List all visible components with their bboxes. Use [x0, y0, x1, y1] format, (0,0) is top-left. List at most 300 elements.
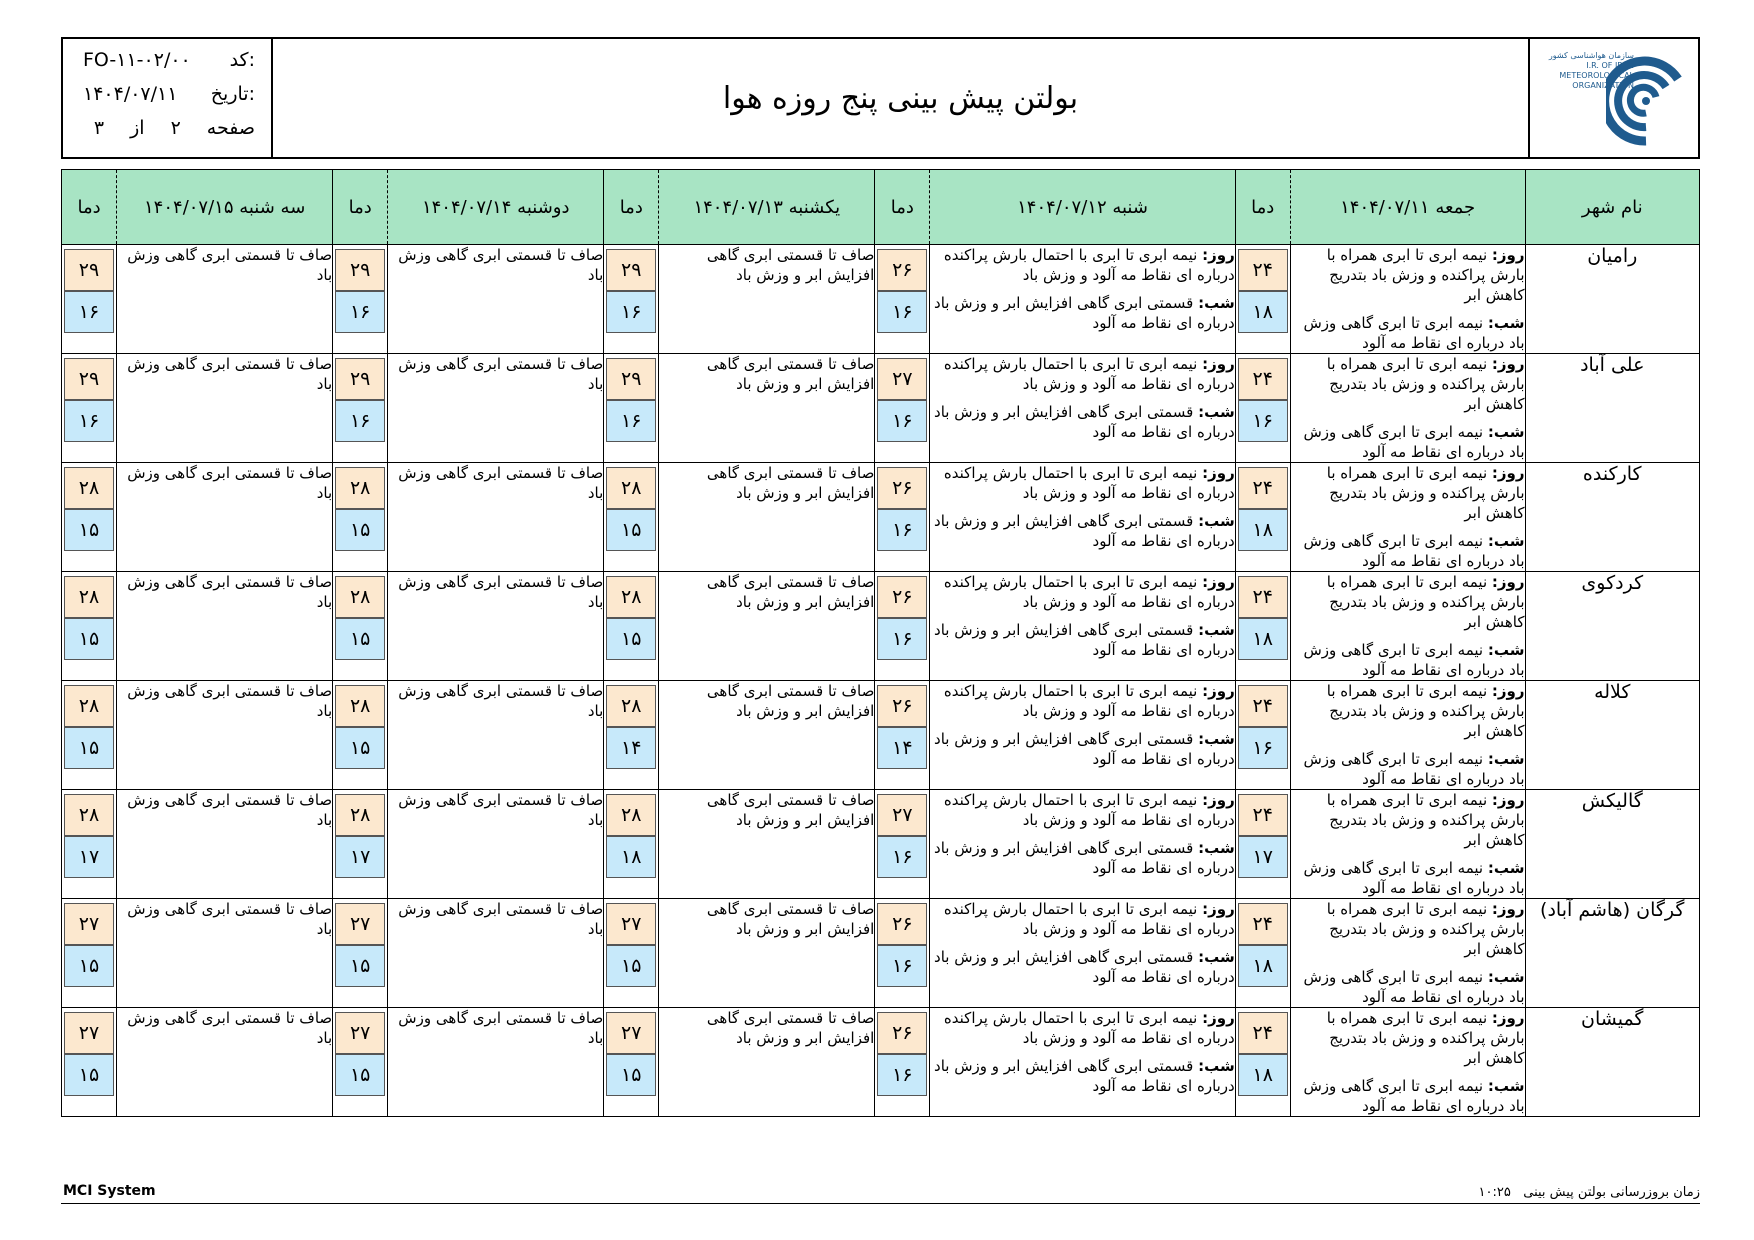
forecast-text: صاف تا قسمتی ابری گاهی وزش باد — [388, 245, 604, 354]
temp-max: ۲۷ — [606, 1012, 656, 1054]
night-label: شب: — [1198, 948, 1235, 966]
temp-cell — [1235, 245, 1290, 354]
forecast-detail — [1290, 354, 1525, 463]
temp-max: ۲۴ — [1238, 903, 1288, 945]
night-text: نیمه ابری تا ابری گاهی وزش باد درباره ای نقاط مه آلود — [1303, 314, 1525, 352]
col-day4-temp: دما — [333, 170, 388, 245]
forecast-detail — [930, 245, 1235, 354]
night-forecast — [930, 511, 1234, 551]
night-text: قسمتی ابری گاهی افزایش ابر و وزش باد درباره ای نقاط مه آلود — [934, 512, 1235, 550]
night-text: قسمتی ابری گاهی افزایش ابر و وزش باد درباره ای نقاط مه آلود — [934, 839, 1235, 877]
night-forecast — [930, 729, 1234, 769]
temp-min: ۱۶ — [877, 509, 927, 551]
forecast-text: صاف تا قسمتی ابری گاهی وزش باد — [388, 681, 604, 790]
temp-min: ۱۸ — [606, 836, 656, 878]
temp-max: ۲۷ — [335, 1012, 385, 1054]
table-row — [62, 790, 1700, 899]
night-forecast — [930, 947, 1234, 987]
city-name: گرگان (هاشم آباد) — [1525, 899, 1699, 1008]
temp-min: ۱۵ — [335, 509, 385, 551]
temp-max: ۲۴ — [1238, 467, 1288, 509]
temp-max: ۲۷ — [606, 903, 656, 945]
col-day2-temp: دما — [875, 170, 930, 245]
day-forecast — [1291, 899, 1525, 959]
temp-max: ۲۸ — [64, 576, 114, 618]
night-text: قسمتی ابری گاهی افزایش ابر و وزش باد درباره ای نقاط مه آلود — [934, 730, 1235, 768]
forecast-detail — [930, 681, 1235, 790]
temp-cell — [333, 1008, 388, 1117]
temp-cell — [333, 681, 388, 790]
night-label: شب: — [1487, 314, 1525, 332]
day-label: روز: — [1491, 464, 1525, 482]
temp-max: ۲۸ — [64, 685, 114, 727]
night-forecast — [1291, 531, 1525, 571]
night-text: قسمتی ابری گاهی افزایش ابر و وزش باد درباره ای نقاط مه آلود — [934, 294, 1235, 332]
temp-max: ۲۴ — [1238, 358, 1288, 400]
temp-max: ۲۸ — [335, 467, 385, 509]
day-text: نیمه ابری تا ابری همراه با بارش پراکنده و وزش باد بتدریج کاهش ابر — [1326, 791, 1525, 849]
temp-cell — [1235, 463, 1290, 572]
forecast-text: صاف تا قسمتی ابری گاهی افزایش ابر و وزش باد — [659, 245, 875, 354]
day-forecast — [930, 899, 1234, 939]
temp-max: ۲۹ — [64, 249, 114, 291]
page-number: ۲ — [170, 117, 181, 139]
city-name: گالیکش — [1525, 790, 1699, 899]
temp-cell — [62, 245, 117, 354]
temp-max: ۲۸ — [606, 467, 656, 509]
footer-update — [1479, 1185, 1700, 1200]
temp-cell — [1235, 899, 1290, 1008]
temp-min: ۱۵ — [64, 727, 114, 769]
spiral-logo-icon — [1606, 49, 1686, 149]
city-name: گمیشان — [1525, 1008, 1699, 1117]
forecast-text: صاف تا قسمتی ابری گاهی وزش باد — [388, 354, 604, 463]
temp-max: ۲۷ — [64, 1012, 114, 1054]
page-title-text: بولتن پیش بینی پنج روزه هوا — [722, 80, 1079, 116]
temp-cell — [875, 1008, 930, 1117]
temp-min: ۱۶ — [335, 400, 385, 442]
page-total: ۳ — [93, 117, 105, 139]
temp-min: ۱۸ — [1238, 1054, 1288, 1096]
day-text: نیمه ابری تا ابری با احتمال بارش پراکنده درباره ای نقاط مه آلود و وزش باد — [943, 900, 1235, 938]
day-text: نیمه ابری تا ابری با احتمال بارش پراکنده درباره ای نقاط مه آلود و وزش باد — [943, 1009, 1235, 1047]
temp-cell — [604, 572, 659, 681]
night-text: قسمتی ابری گاهی افزایش ابر و وزش باد درباره ای نقاط مه آلود — [934, 948, 1235, 986]
forecast-text: صاف تا قسمتی ابری گاهی وزش باد — [117, 899, 333, 1008]
temp-max: ۲۷ — [335, 903, 385, 945]
temp-max: ۲۸ — [64, 467, 114, 509]
day-forecast — [930, 245, 1234, 285]
forecast-table — [61, 169, 1700, 1117]
col-day3-temp: دما — [604, 170, 659, 245]
temp-cell — [604, 681, 659, 790]
temp-min: ۱۶ — [877, 1054, 927, 1096]
temp-cell — [1235, 790, 1290, 899]
night-text: نیمه ابری تا ابری گاهی وزش باد درباره ای نقاط مه آلود — [1303, 859, 1525, 897]
day-text: نیمه ابری تا ابری با احتمال بارش پراکنده درباره ای نقاط مه آلود و وزش باد — [943, 791, 1235, 829]
temp-max: ۲۴ — [1238, 1012, 1288, 1054]
temp-max: ۲۷ — [877, 358, 927, 400]
temp-max: ۲۸ — [606, 794, 656, 836]
temp-cell — [1235, 572, 1290, 681]
forecast-detail — [930, 1008, 1235, 1117]
forecast-text: صاف تا قسمتی ابری گاهی وزش باد — [117, 790, 333, 899]
forecast-text: صاف تا قسمتی ابری گاهی افزایش ابر و وزش باد — [659, 354, 875, 463]
night-label: شب: — [1198, 839, 1235, 857]
temp-min: ۱۶ — [877, 400, 927, 442]
forecast-detail — [1290, 245, 1525, 354]
forecast-detail — [930, 899, 1235, 1008]
temp-max: ۲۹ — [606, 249, 656, 291]
temp-cell — [62, 681, 117, 790]
temp-max: ۲۴ — [1238, 249, 1288, 291]
day-label: روز: — [1202, 900, 1235, 918]
day-forecast — [930, 572, 1234, 612]
forecast-text: صاف تا قسمتی ابری گاهی وزش باد — [117, 1008, 333, 1117]
temp-cell — [333, 790, 388, 899]
night-label: شب: — [1487, 859, 1525, 877]
temp-min: ۱۵ — [64, 945, 114, 987]
day-label: روز: — [1491, 682, 1525, 700]
temp-max: ۲۷ — [877, 794, 927, 836]
temp-max: ۲۶ — [877, 576, 927, 618]
night-text: نیمه ابری تا ابری گاهی وزش باد درباره ای نقاط مه آلود — [1303, 968, 1525, 1006]
day-text: نیمه ابری تا ابری با احتمال بارش پراکنده درباره ای نقاط مه آلود و وزش باد — [943, 246, 1235, 284]
temp-cell — [604, 1008, 659, 1117]
day-label: روز: — [1491, 900, 1525, 918]
night-text: نیمه ابری تا ابری گاهی وزش باد درباره ای نقاط مه آلود — [1303, 641, 1525, 679]
table-row — [62, 899, 1700, 1008]
page-title — [273, 39, 1528, 157]
day-label: روز: — [1202, 573, 1235, 591]
temp-cell — [875, 354, 930, 463]
forecast-text: صاف تا قسمتی ابری گاهی افزایش ابر و وزش باد — [659, 899, 875, 1008]
temp-max: ۲۸ — [606, 576, 656, 618]
col-day5: سه شنبه ۱۴۰۴/۰۷/۱۵ — [117, 170, 333, 245]
temp-min: ۱۶ — [877, 945, 927, 987]
night-label: شب: — [1487, 750, 1525, 768]
night-text: قسمتی ابری گاهی افزایش ابر و وزش باد درباره ای نقاط مه آلود — [934, 1057, 1235, 1095]
temp-cell — [604, 790, 659, 899]
night-forecast — [1291, 640, 1525, 680]
temp-cell — [1235, 1008, 1290, 1117]
day-label: روز: — [1202, 464, 1235, 482]
col-day5-temp: دما — [62, 170, 117, 245]
temp-cell — [62, 572, 117, 681]
city-name: کارکنده — [1525, 463, 1699, 572]
night-label: شب: — [1487, 968, 1525, 986]
temp-cell — [875, 463, 930, 572]
forecast-text: صاف تا قسمتی ابری گاهی وزش باد — [117, 245, 333, 354]
col-day1: جمعه ۱۴۰۴/۰۷/۱۱ — [1290, 170, 1525, 245]
day-forecast — [1291, 790, 1525, 850]
forecast-text: صاف تا قسمتی ابری گاهی افزایش ابر و وزش باد — [659, 790, 875, 899]
forecast-text: صاف تا قسمتی ابری گاهی وزش باد — [117, 463, 333, 572]
temp-cell — [875, 899, 930, 1008]
footer-divider — [61, 1203, 1700, 1204]
forecast-text: صاف تا قسمتی ابری گاهی افزایش ابر و وزش باد — [659, 463, 875, 572]
night-label: شب: — [1487, 423, 1525, 441]
temp-min: ۱۶ — [64, 291, 114, 333]
temp-min: ۱۶ — [877, 836, 927, 878]
day-text: نیمه ابری تا ابری همراه با بارش پراکنده و وزش باد بتدریج کاهش ابر — [1326, 355, 1525, 413]
forecast-body — [62, 245, 1700, 1117]
temp-max: ۲۸ — [64, 794, 114, 836]
temp-cell — [1235, 354, 1290, 463]
forecast-text: صاف تا قسمتی ابری گاهی افزایش ابر و وزش باد — [659, 572, 875, 681]
temp-max: ۲۶ — [877, 685, 927, 727]
temp-min: ۱۵ — [335, 727, 385, 769]
night-forecast — [930, 838, 1234, 878]
col-day2: شنبه ۱۴۰۴/۰۷/۱۲ — [930, 170, 1235, 245]
night-forecast — [1291, 858, 1525, 898]
temp-min: ۱۶ — [877, 291, 927, 333]
forecast-text: صاف تا قسمتی ابری گاهی وزش باد — [117, 354, 333, 463]
temp-cell — [875, 681, 930, 790]
night-forecast — [1291, 422, 1525, 462]
night-label: شب: — [1198, 294, 1235, 312]
table-row — [62, 1008, 1700, 1117]
temp-min: ۱۸ — [1238, 945, 1288, 987]
footer-update-time: ۱۰:۲۵ — [1478, 1185, 1511, 1200]
code-value: FO-۱۱-۰۲/۰۰ — [83, 49, 191, 71]
temp-max: ۲۶ — [877, 903, 927, 945]
day-label: روز: — [1491, 355, 1525, 373]
night-text: نیمه ابری تا ابری گاهی وزش باد درباره ای نقاط مه آلود — [1303, 532, 1525, 570]
temp-max: ۲۶ — [877, 249, 927, 291]
temp-min: ۱۵ — [606, 1054, 656, 1096]
temp-cell — [333, 463, 388, 572]
day-text: نیمه ابری تا ابری با احتمال بارش پراکنده درباره ای نقاط مه آلود و وزش باد — [943, 682, 1235, 720]
night-forecast — [930, 293, 1234, 333]
night-text: نیمه ابری تا ابری گاهی وزش باد درباره ای نقاط مه آلود — [1303, 1077, 1525, 1115]
temp-cell — [604, 245, 659, 354]
forecast-detail — [1290, 463, 1525, 572]
table-row — [62, 572, 1700, 681]
document-meta — [63, 39, 273, 157]
temp-cell — [604, 354, 659, 463]
temp-max: ۲۶ — [877, 467, 927, 509]
temp-max: ۲۹ — [606, 358, 656, 400]
temp-min: ۱۷ — [335, 836, 385, 878]
col-day3: یکشنبه ۱۴۰۴/۰۷/۱۳ — [659, 170, 875, 245]
temp-min: ۱۷ — [1238, 836, 1288, 878]
temp-min: ۱۸ — [1238, 291, 1288, 333]
temp-max: ۲۸ — [335, 794, 385, 836]
night-label: شب: — [1487, 532, 1525, 550]
day-forecast — [930, 790, 1234, 830]
day-label: روز: — [1202, 246, 1235, 264]
temp-max: ۲۸ — [335, 685, 385, 727]
night-text: نیمه ابری تا ابری گاهی وزش باد درباره ای نقاط مه آلود — [1303, 750, 1525, 788]
night-forecast — [930, 1056, 1234, 1096]
table-row — [62, 354, 1700, 463]
day-text: نیمه ابری تا ابری همراه با بارش پراکنده و وزش باد بتدریج کاهش ابر — [1326, 682, 1525, 740]
night-forecast — [930, 402, 1234, 442]
night-forecast — [930, 620, 1234, 660]
forecast-detail — [1290, 899, 1525, 1008]
forecast-detail — [930, 572, 1235, 681]
day-forecast — [1291, 572, 1525, 632]
temp-min: ۱۸ — [1238, 509, 1288, 551]
day-forecast — [1291, 354, 1525, 414]
table-row — [62, 463, 1700, 572]
temp-max: ۲۴ — [1238, 794, 1288, 836]
page-label: صفحه — [206, 117, 255, 139]
forecast-detail — [1290, 681, 1525, 790]
temp-max: ۲۴ — [1238, 685, 1288, 727]
footer-system: MCI System — [63, 1183, 156, 1199]
forecast-text: صاف تا قسمتی ابری گاهی وزش باد — [388, 463, 604, 572]
temp-cell — [333, 899, 388, 1008]
temp-max: ۲۹ — [64, 358, 114, 400]
temp-max: ۲۷ — [64, 903, 114, 945]
col-city: نام شهر — [1525, 170, 1699, 245]
temp-cell — [875, 245, 930, 354]
day-forecast — [1291, 1008, 1525, 1068]
forecast-text: صاف تا قسمتی ابری گاهی وزش باد — [388, 572, 604, 681]
date-value: ۱۴۰۴/۰۷/۱۱ — [83, 83, 178, 105]
forecast-detail — [930, 354, 1235, 463]
city-name: کردکوی — [1525, 572, 1699, 681]
temp-max: ۲۸ — [606, 685, 656, 727]
temp-min: ۱۵ — [335, 1054, 385, 1096]
table-header-row — [62, 170, 1700, 245]
night-label: شب: — [1198, 1057, 1235, 1075]
temp-min: ۱۴ — [606, 727, 656, 769]
code-label: کد: — [229, 49, 255, 71]
forecast-text: صاف تا قسمتی ابری گاهی وزش باد — [117, 572, 333, 681]
temp-min: ۱۶ — [1238, 400, 1288, 442]
temp-max: ۲۴ — [1238, 576, 1288, 618]
day-label: روز: — [1202, 682, 1235, 700]
forecast-text: صاف تا قسمتی ابری گاهی وزش باد — [388, 790, 604, 899]
day-text: نیمه ابری تا ابری همراه با بارش پراکنده و وزش باد بتدریج کاهش ابر — [1326, 573, 1525, 631]
temp-min: ۱۵ — [64, 618, 114, 660]
temp-min: ۱۴ — [877, 727, 927, 769]
day-text: نیمه ابری تا ابری همراه با بارش پراکنده و وزش باد بتدریج کاهش ابر — [1326, 246, 1525, 304]
day-forecast — [1291, 681, 1525, 741]
temp-min: ۱۵ — [64, 1054, 114, 1096]
date-label: تاریخ: — [210, 83, 255, 105]
forecast-text: صاف تا قسمتی ابری گاهی افزایش ابر و وزش باد — [659, 1008, 875, 1117]
day-text: نیمه ابری تا ابری با احتمال بارش پراکنده درباره ای نقاط مه آلود و وزش باد — [943, 355, 1235, 393]
temp-cell — [1235, 681, 1290, 790]
temp-cell — [875, 572, 930, 681]
temp-cell — [62, 1008, 117, 1117]
temp-cell — [333, 572, 388, 681]
night-forecast — [1291, 313, 1525, 353]
temp-min: ۱۶ — [335, 291, 385, 333]
day-forecast — [1291, 463, 1525, 523]
night-label: شب: — [1487, 641, 1525, 659]
col-day4: دوشنبه ۱۴۰۴/۰۷/۱۴ — [388, 170, 604, 245]
table-row — [62, 681, 1700, 790]
temp-min: ۱۶ — [1238, 727, 1288, 769]
night-text: قسمتی ابری گاهی افزایش ابر و وزش باد درباره ای نقاط مه آلود — [934, 403, 1235, 441]
night-forecast — [1291, 749, 1525, 789]
temp-max: ۲۹ — [335, 358, 385, 400]
city-name: کلاله — [1525, 681, 1699, 790]
day-label: روز: — [1491, 1009, 1525, 1027]
temp-min: ۱۵ — [606, 618, 656, 660]
day-text: نیمه ابری تا ابری با احتمال بارش پراکنده درباره ای نقاط مه آلود و وزش باد — [943, 573, 1235, 611]
day-label: روز: — [1491, 246, 1525, 264]
temp-min: ۱۸ — [1238, 618, 1288, 660]
day-label: روز: — [1202, 355, 1235, 373]
temp-min: ۱۵ — [606, 945, 656, 987]
table-row — [62, 245, 1700, 354]
temp-min: ۱۵ — [64, 509, 114, 551]
temp-min: ۱۷ — [64, 836, 114, 878]
forecast-detail — [930, 463, 1235, 572]
day-text: نیمه ابری تا ابری همراه با بارش پراکنده و وزش باد بتدریج کاهش ابر — [1326, 1009, 1525, 1067]
forecast-detail — [1290, 572, 1525, 681]
day-label: روز: — [1202, 791, 1235, 809]
night-label: شب: — [1198, 621, 1235, 639]
day-text: نیمه ابری تا ابری همراه با بارش پراکنده و وزش باد بتدریج کاهش ابر — [1326, 900, 1525, 958]
forecast-text: صاف تا قسمتی ابری گاهی وزش باد — [117, 681, 333, 790]
col-day1-temp: دما — [1235, 170, 1290, 245]
night-text: نیمه ابری تا ابری گاهی وزش باد درباره ای نقاط مه آلود — [1303, 423, 1525, 461]
temp-cell — [62, 790, 117, 899]
temp-min: ۱۵ — [606, 509, 656, 551]
temp-cell — [333, 354, 388, 463]
footer-update-label: زمان بروزرسانی بولتن پیش بینی — [1523, 1185, 1700, 1200]
forecast-detail — [1290, 790, 1525, 899]
temp-max: ۲۹ — [335, 249, 385, 291]
day-label: روز: — [1202, 1009, 1235, 1027]
night-forecast — [1291, 967, 1525, 1007]
temp-cell — [604, 463, 659, 572]
day-text: نیمه ابری تا ابری همراه با بارش پراکنده و وزش باد بتدریج کاهش ابر — [1326, 464, 1525, 522]
day-forecast — [1291, 245, 1525, 305]
day-forecast — [930, 681, 1234, 721]
temp-min: ۱۶ — [64, 400, 114, 442]
forecast-text: صاف تا قسمتی ابری گاهی وزش باد — [388, 1008, 604, 1117]
day-forecast — [930, 354, 1234, 394]
night-text: قسمتی ابری گاهی افزایش ابر و وزش باد درباره ای نقاط مه آلود — [934, 621, 1235, 659]
day-forecast — [930, 1008, 1234, 1048]
temp-cell — [62, 463, 117, 572]
night-label: شب: — [1198, 512, 1235, 530]
bulletin-header — [61, 37, 1700, 159]
organization-logo — [1528, 39, 1698, 157]
city-name: علی آباد — [1525, 354, 1699, 463]
city-name: رامیان — [1525, 245, 1699, 354]
day-text: نیمه ابری تا ابری با احتمال بارش پراکنده درباره ای نقاط مه آلود و وزش باد — [943, 464, 1235, 502]
night-label: شب: — [1487, 1077, 1525, 1095]
forecast-detail — [1290, 1008, 1525, 1117]
temp-min: ۱۶ — [877, 618, 927, 660]
temp-cell — [62, 899, 117, 1008]
forecast-text: صاف تا قسمتی ابری گاهی افزایش ابر و وزش باد — [659, 681, 875, 790]
page-of: از — [130, 117, 145, 139]
temp-cell — [62, 354, 117, 463]
night-label: شب: — [1198, 730, 1235, 748]
temp-min: ۱۵ — [335, 618, 385, 660]
forecast-text: صاف تا قسمتی ابری گاهی وزش باد — [388, 899, 604, 1008]
temp-min: ۱۵ — [335, 945, 385, 987]
temp-cell — [875, 790, 930, 899]
temp-max: ۲۶ — [877, 1012, 927, 1054]
night-forecast — [1291, 1076, 1525, 1116]
temp-min: ۱۶ — [606, 400, 656, 442]
logo-text: سازمان هواشناسی کشور I.R. OF IRAN METEOROLOGICAL ORGANIZATION — [1548, 51, 1634, 90]
temp-cell — [604, 899, 659, 1008]
temp-cell — [333, 245, 388, 354]
forecast-detail — [930, 790, 1235, 899]
